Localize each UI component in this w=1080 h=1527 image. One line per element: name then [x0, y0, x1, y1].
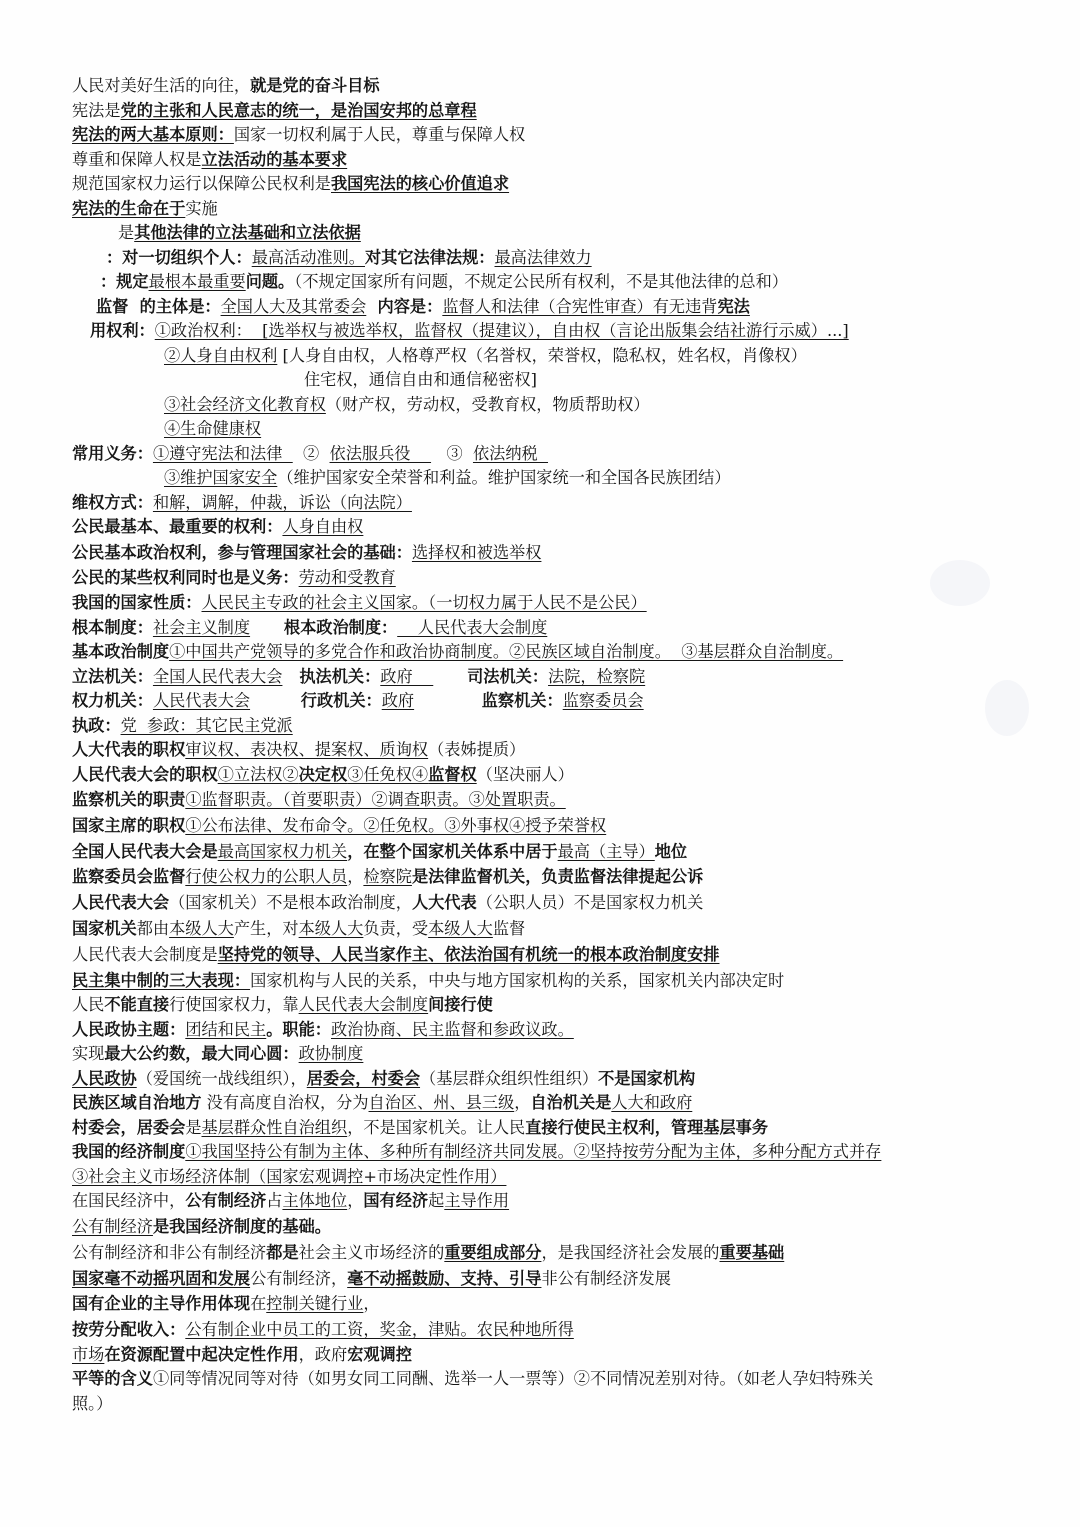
note-line	[72, 417, 1032, 442]
bold-text: 不是国家机构	[598, 1068, 696, 1088]
bold-text: 宏观调控	[347, 1344, 412, 1364]
text-segment: ②	[292, 443, 330, 463]
bold-text: ：对一切组织个人：	[106, 247, 252, 267]
underlined-text: 本级人大	[298, 919, 364, 939]
note-line	[72, 1317, 1032, 1343]
text-segment: 非公有制经济发展	[541, 1268, 671, 1288]
note-line	[72, 491, 1032, 516]
bold-text: 直接行使民主权利，管理基层事务	[525, 1117, 769, 1137]
underlined-text: ②人身自由权利	[164, 345, 278, 365]
note-line	[72, 1140, 1032, 1165]
underlined-text: 重要组成部分	[444, 1242, 542, 1262]
underlined-text: 国家毫不动摇巩固和发展	[72, 1268, 251, 1288]
underlined-text: 法院，检察院	[548, 666, 646, 686]
text-segment: 在国民经济中，	[72, 1191, 186, 1211]
bold-text: 司法机关：	[433, 666, 549, 686]
bold-text: 国有经济	[363, 1191, 429, 1211]
underlined-text: 最高法律效力	[494, 247, 592, 267]
underlined-text: 人民代表大会制度	[298, 995, 429, 1015]
bold-text: 村委会，居委会	[72, 1117, 186, 1137]
note-line	[72, 148, 1032, 173]
note-line	[72, 74, 1032, 99]
note-line	[72, 1067, 1032, 1092]
bold-text: 是我国经济制度的基础。	[152, 1216, 331, 1236]
note-line	[72, 1214, 1032, 1240]
bold-text: 间接行使	[428, 995, 493, 1015]
note-line	[72, 640, 1032, 665]
underlined-text: 宪法的生命在于	[72, 198, 186, 218]
note-line	[72, 319, 1032, 344]
underlined-text: 公有制经济	[72, 1216, 153, 1236]
underlined-text: 社会主义制度	[152, 617, 251, 637]
underlined-text: 人民政协	[72, 1068, 137, 1088]
text-segment: 没有高度自治权，分为	[201, 1093, 369, 1113]
bold-text: 监察委员会监督	[72, 867, 186, 887]
bold-text: 按劳分配收入：	[72, 1320, 186, 1340]
text-segment: （表姊提质）	[428, 740, 526, 760]
note-line	[72, 1291, 1032, 1317]
underlined-text: 毫不动摇鼓励、支持、引导	[347, 1268, 542, 1288]
bold-text: 民族区域自治地方	[72, 1093, 202, 1113]
note-line	[72, 1367, 1032, 1392]
note-line	[72, 916, 1032, 942]
underlined-text: 最高（主导）	[557, 841, 655, 861]
note-line	[72, 368, 1032, 393]
underlined-text: 本级人大	[169, 919, 234, 939]
note-line	[72, 968, 1032, 994]
text-segment: ，不是国家机关。让人民	[347, 1117, 526, 1137]
bold-text: 我国的经济制度	[72, 1142, 186, 1162]
bold-text: 最大公约数，最大同心圆：	[104, 1044, 299, 1064]
underlined-text: 政治协商、民主监督和参政议政。	[331, 1019, 574, 1039]
bold-text: 用权利：	[90, 321, 155, 340]
bold-text: 监督 的主体是：	[96, 296, 221, 316]
text-segment: 是	[118, 223, 135, 242]
bold-text: 是法律监督机关，负责监督法律提起公诉	[411, 867, 704, 887]
underlined-text: ③社会主义市场经济体制（国家宏观调控+市场决定性作用）	[72, 1166, 507, 1186]
bold-text: 对其它法律法规：	[365, 247, 495, 267]
underlined-text: ④生命健康权	[164, 419, 262, 438]
bold-text: 人大代表	[411, 893, 477, 913]
underlined-text: ①监督职责。（首要职责）②调查职责。③处置职责。	[185, 790, 566, 810]
text-segment: 国家一切权利属于人民，尊重与保障人权	[233, 125, 526, 144]
text-segment: 都由	[136, 919, 170, 939]
underlined-text: 依法纳税	[472, 443, 549, 463]
note-line	[72, 787, 1032, 813]
note-line	[72, 197, 1032, 222]
note-line	[72, 246, 1032, 271]
text-segment: 人民代表大会制度是	[72, 944, 218, 964]
bold-text: 行政机关：	[250, 691, 382, 711]
text-segment: 占	[266, 1191, 283, 1211]
bold-text: 就是党的奋斗目标	[250, 76, 380, 95]
underlined-text: 团结和民主	[185, 1019, 267, 1039]
underlined-text: 和解，调解，仲裁，诉讼（向法院）	[152, 492, 412, 512]
bold-text: 人民政协主题：	[72, 1019, 186, 1039]
text-segment: （坚决丽人）	[476, 764, 574, 784]
bold-text: 基本政治制度	[72, 642, 170, 662]
underlined-text: 本级人大	[428, 919, 493, 939]
bold-text: 不能直接	[104, 995, 170, 1015]
underlined-text: 立法活动的基本要求	[201, 149, 348, 169]
bold-text: 根本制度：	[72, 617, 153, 637]
underlined-text: ①中国共产党领导的多党合作和政治协商制度。②民族区域自治制度。 ③基层群众自治制度。	[169, 642, 844, 662]
bold-text: 立法机关：	[72, 666, 153, 686]
bold-text: 国有企业的主导作用体现	[72, 1294, 251, 1314]
text-segment: [人身自由权，人格尊严权（名誉权，荣誉权，隐私权，姓名权，肖像权）	[277, 345, 807, 365]
text-segment: 国家机构与人民的关系，中央与地方国家机构的关系，国家机关内部决定时	[250, 970, 785, 990]
underlined-text: 全国人民代表大会	[152, 666, 283, 686]
text-segment: ，	[347, 867, 364, 887]
note-line	[72, 1240, 1032, 1266]
note-line	[72, 295, 1032, 320]
bold-text: 公民的某些权利同时也是义务：	[72, 568, 299, 588]
bold-text: ，在整个国家机关体系中居于	[347, 841, 558, 861]
underlined-text: 政府	[381, 691, 415, 711]
note-line	[72, 515, 1032, 540]
underlined-text: 最高国家权力机关	[217, 841, 348, 861]
underlined-text: 审议权、表决权、提案权、质询权	[185, 740, 429, 760]
text-segment: 负责，受	[363, 919, 429, 939]
text-segment: 监督	[492, 919, 526, 939]
note-line	[72, 591, 1032, 616]
note-line	[72, 993, 1032, 1018]
underlined-text: 党的主张和人民意志的统一，是治国安邦的总章程	[120, 100, 477, 120]
underlined-text: 坚持党的领导、人民当家作主、依法治国有机统一的根本政治制度安排	[217, 944, 720, 964]
underlined-text: 人大和政府	[611, 1093, 693, 1113]
note-line	[72, 813, 1032, 839]
text-segment: （不规定国家所有问题，不规定公民所有权利，不是其他法律的总和）	[294, 272, 788, 291]
underlined-text: 人身自由权	[282, 517, 364, 536]
bold-text: 公有制经济	[185, 1191, 267, 1211]
note-line	[72, 942, 1032, 968]
note-line	[72, 344, 1032, 369]
underlined-text: 依法服兵役	[329, 443, 432, 463]
underlined-text: 控制关键行业	[266, 1294, 364, 1314]
bold-text: 问题。	[245, 272, 295, 291]
text-segment: 公有制经济和非公有制经济	[72, 1242, 267, 1262]
underlined-text: 公有制企业中员工的工资，奖金，津贴。农民种地所得	[185, 1320, 574, 1340]
note-line	[72, 616, 1032, 641]
text-segment: （财产权，劳动权，受教育权，物质帮助权）	[325, 394, 650, 414]
bold-text: ：规定	[100, 272, 149, 291]
underlined-text: 主导作用	[444, 1191, 510, 1211]
bold-text: 都是	[266, 1242, 299, 1262]
bold-text: 人大代表的职权	[72, 740, 186, 760]
text-segment: （维护国家安全荣誉和利益。维护国家统一和全国各民族团结）	[277, 468, 731, 487]
underlined-text: ③社会经济文化教育权	[164, 394, 326, 414]
note-line	[72, 1042, 1032, 1067]
underlined-text: ①遵守宪法和法律	[152, 443, 293, 463]
note-line	[72, 689, 1032, 714]
bold-text: 地位	[654, 841, 688, 861]
note-line	[72, 665, 1032, 690]
underlined-text: ①公布法律、发布命令。②任免权。③外事权④授予荣誉权	[185, 815, 607, 835]
note-line	[72, 540, 1032, 566]
text-segment: ①同等情况同等对待（如男女同工同酬、选举一人一票等）②不同情况差别对待。（如老人孕妇特殊关	[152, 1369, 874, 1389]
bold-text: 监察机关的职责	[72, 790, 186, 810]
text-segment: 起	[428, 1191, 445, 1211]
text-segment: 行使国家权力，靠	[169, 995, 299, 1015]
text-segment: 规范国家权力运行以保障公民权利是	[72, 174, 331, 193]
text-segment: 社会主义市场经济的	[298, 1242, 445, 1262]
underlined-text: ①我国坚持公有制为主体、多种所有制经济共同发展。②坚持按劳分配为主体，多种分配方式并存	[185, 1142, 882, 1162]
note-line	[72, 1165, 1032, 1190]
note-line	[72, 890, 1032, 916]
bold-text: 。职能：	[266, 1019, 331, 1039]
text-segment: ，	[347, 1191, 364, 1211]
underlined-text: 居委会，村委会	[306, 1068, 421, 1088]
underlined-text: 监察委员会	[562, 691, 644, 711]
bold-text: 在资源配置中起决定性作用	[104, 1344, 299, 1364]
note-line	[72, 123, 1032, 148]
note-line	[72, 99, 1032, 124]
bold-text: 执法机关：	[282, 666, 381, 686]
underlined-text: 宪法	[717, 296, 750, 316]
text-segment: （国家机关）不是根本政治制度，	[169, 893, 412, 913]
underlined-text: 决定权	[298, 764, 348, 784]
bold-text: 根本政治制度：	[250, 617, 398, 637]
text-segment: ，	[363, 1294, 380, 1314]
note-line	[72, 1343, 1032, 1368]
text-segment: 公有制经济，	[250, 1268, 348, 1288]
underlined-text: 其他法律的立法基础和立法依据	[134, 223, 361, 242]
underlined-text: 选择权和被选举权	[411, 542, 542, 562]
text-segment: 在	[250, 1294, 267, 1314]
underlined-text: ①立法权②	[217, 764, 299, 784]
underlined-text: 人民代表大会制度	[397, 617, 548, 637]
note-line	[72, 221, 1032, 246]
note-line	[72, 839, 1032, 865]
note-line	[72, 1392, 1032, 1417]
note-line	[72, 172, 1032, 197]
bold-text: 维权方式：	[72, 492, 153, 512]
bold-text: 人民代表大会	[72, 893, 170, 913]
underlined-text: 主体地位	[282, 1191, 348, 1211]
text-segment: （公职人员）不是国家权力机关	[476, 893, 704, 913]
underlined-text: 行使公权力的公职人员	[185, 867, 348, 887]
underlined-text: ③任免权④	[347, 764, 429, 784]
note-line	[72, 466, 1032, 491]
underlined-text: 监督人和法律（合宪性审查）有无违背	[442, 296, 718, 316]
text-segment: ，是我国经济社会发展的	[541, 1242, 720, 1262]
underlined-text: 基层群众性自治组织	[201, 1117, 348, 1137]
underlined-text: 监督权	[428, 764, 477, 784]
underlined-text: 市场	[72, 1344, 105, 1364]
text-segment: ，	[514, 1093, 531, 1113]
underlined-text: 最高活动准则。	[251, 247, 365, 267]
underlined-text: ①政治权利： [选举权与被选举权，监督权（提建议），自由权（言论出版集会结社游行示威）...]	[154, 321, 849, 340]
note-line	[72, 393, 1032, 418]
text-segment: （基层群众组织性组织）	[420, 1068, 599, 1088]
underlined-text: 最根本最重要	[148, 272, 246, 291]
note-line	[72, 565, 1032, 591]
text-segment: ③	[431, 443, 473, 463]
text-segment: 尊重和保障人权是	[72, 149, 202, 169]
bold-text: 平等的含义	[72, 1369, 153, 1389]
bold-text: 人民代表大会的职权	[72, 764, 218, 784]
note-line	[72, 270, 1032, 295]
text-segment: 人民	[72, 995, 105, 1015]
underlined-text: ③维护国家安全	[164, 468, 278, 487]
underlined-text: 重要基础	[719, 1242, 785, 1262]
note-line	[72, 1116, 1032, 1141]
bold-text: 权力机关：	[72, 691, 153, 711]
text-segment: （爱国统一战线组织），	[136, 1068, 307, 1088]
text-segment: ，政府	[298, 1344, 348, 1364]
bold-text: 常用义务：	[72, 443, 153, 463]
note-line	[72, 1091, 1032, 1116]
bold-text: 公民基本政治权利，参与管理国家社会的基础：	[72, 542, 412, 562]
note-line	[72, 442, 1032, 467]
underlined-text: 劳动和受教育	[298, 568, 396, 588]
underlined-text: 人民民主专政的社会主义国家。（一切权力属于人民不是公民）	[201, 593, 647, 613]
underlined-text: 党 参政：其它民主党派	[120, 715, 293, 735]
bold-text: 我国的国家性质：	[72, 593, 202, 613]
bold-text: 自治机关是	[530, 1093, 612, 1113]
underlined-text: 宪法的两大基本原则：	[72, 125, 234, 144]
text-segment: 产生，对	[233, 919, 299, 939]
text-segment: 宪法是	[72, 100, 121, 120]
underlined-text: 我国宪法的核心价值追求	[331, 174, 510, 193]
text-segment: 实现	[72, 1044, 105, 1064]
text-segment: 实施	[185, 198, 218, 218]
underlined-text: 人民代表大会	[152, 691, 251, 711]
underlined-text: 全国人大及其常委会	[220, 296, 367, 316]
notes-text-block	[72, 74, 1032, 1416]
note-line	[72, 738, 1032, 763]
text-segment: 是	[185, 1117, 202, 1137]
bold-text: 国家主席的职权	[72, 815, 186, 835]
bold-text: 国家机关	[72, 919, 137, 939]
note-line	[72, 1266, 1032, 1292]
note-line	[72, 714, 1032, 739]
bold-text: 公民最基本、最重要的权利：	[72, 517, 283, 536]
underlined-text: 政协制度	[298, 1044, 364, 1064]
note-line	[72, 1018, 1032, 1043]
bold-text: 执政：	[72, 715, 121, 735]
underlined-text: 政府	[380, 666, 434, 686]
underlined-text: 民主集中制的三大表现：	[72, 970, 251, 990]
bold-text: 内容是：	[366, 296, 443, 316]
underlined-text: 检察院	[363, 867, 412, 887]
text-segment: 照。）	[72, 1393, 113, 1413]
note-line	[72, 864, 1032, 890]
note-line	[72, 1189, 1032, 1214]
text-segment: 人民对美好生活的向往，	[72, 76, 251, 95]
bold-text: 监察机关：	[414, 691, 563, 711]
note-line	[72, 763, 1032, 788]
underlined-text: 自治区、州、县三级	[368, 1093, 515, 1113]
bold-text: 全国人民代表大会是	[72, 841, 218, 861]
text-segment: 住宅权，通信自由和通信秘密权]	[304, 370, 537, 389]
